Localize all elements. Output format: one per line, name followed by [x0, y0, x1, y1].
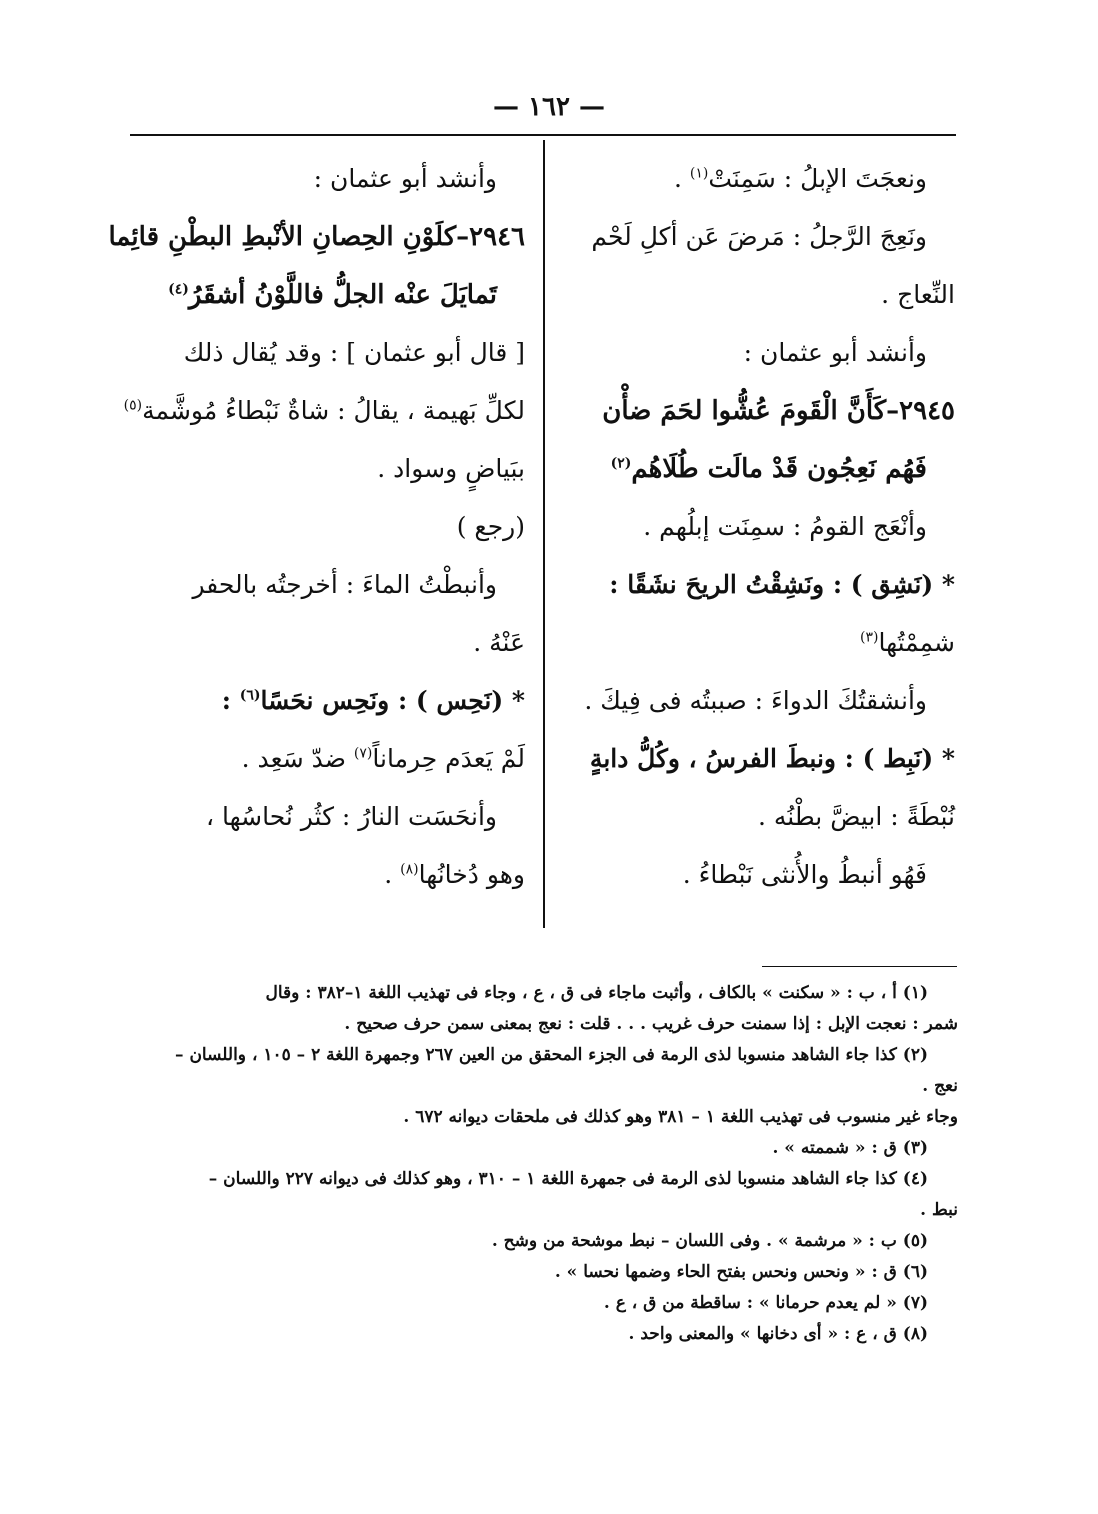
left-column-line	[135, 440, 525, 498]
left-column-line	[135, 150, 525, 208]
left-column-text: وأنشد أبو عثمان :	[313, 164, 497, 193]
left-column-text: لَمْ يَعدَم حِرماناً	[372, 744, 525, 773]
right-column-text: فَهُم نَعِجُون قَدْ مالَت طُلَاهُم	[631, 454, 927, 484]
right-column-line	[565, 730, 955, 788]
footnote: (٦) ق : « ونحس ونحس بفتح الحاء وضمها نحسا » .	[554, 1262, 928, 1282]
footnote: نبط .	[920, 1200, 958, 1220]
right-column-text: * (نَشِق ) : ونَشِقْتُ الريحَ نشَقًا :	[609, 570, 955, 599]
footnotes	[140, 978, 958, 1350]
left-column-line	[135, 788, 525, 846]
left-column-text: (رجع )	[456, 512, 525, 541]
right-column-line	[565, 614, 955, 672]
footnote-marker: (٤)	[168, 281, 189, 298]
footnote-rule	[762, 966, 957, 967]
right-column-line	[565, 498, 955, 556]
left-column-line	[135, 324, 525, 382]
footnote-marker: (١)	[689, 165, 709, 182]
left-column-line	[135, 846, 525, 904]
right-column-line	[565, 556, 955, 614]
footnote: وجاء غير منسوب فى تهذيب اللغة ١ – ٣٨١ وهو كذلك فى ملحقات ديوانه ٦٧٢ .	[403, 1107, 958, 1127]
right-column-text: * (نَبِط ) : ونبطَ الفرسُ ، وكُلُّ دابةٍ	[589, 744, 955, 773]
footnote-marker: (٥)	[123, 397, 143, 414]
left-column-text-tail: ضدّ سَعِد .	[241, 744, 354, 773]
left-column-line	[135, 730, 525, 788]
left-column-line	[135, 498, 525, 556]
right-column-text: فَهُو أنبطُ والأُنثى نَبْطاءُ .	[682, 860, 927, 889]
footnote: (١) أ ، ب : « سكنت » بالكاف ، وأثبت ماجاء فى ق ، ع ، وجاء فى تهذيب اللغة ١–٣٨٢ : وقال	[265, 983, 928, 1003]
left-column-text: عَنْهُ .	[473, 628, 525, 657]
right-column-line	[565, 266, 955, 324]
right-column-text: النِّعاج .	[881, 280, 955, 309]
footnote: (٤) كذا جاء الشاهد منسوبا لذى الرمة فى جمهرة اللغة ١ – ٣١٠ ، وهو كذلك فى ديوانه ٢٢٧ واللسان –	[208, 1169, 928, 1189]
footnote: (٣) ق : « شممته » .	[772, 1138, 928, 1158]
left-column-line	[135, 672, 525, 730]
right-column-text-tail: .	[673, 164, 690, 193]
left-column-text-tail: .	[384, 860, 401, 889]
right-column	[565, 150, 955, 904]
right-column-line	[565, 150, 955, 208]
left-column-text: * (نَحِس ) : ونَحِس نحَسًا	[260, 686, 525, 715]
right-column-line	[565, 440, 955, 498]
left-column-line	[123, 382, 525, 440]
right-column-text: وأنشد أبو عثمان :	[743, 338, 927, 367]
left-column-line	[135, 556, 525, 614]
left-column-text-tail: :	[221, 686, 240, 715]
right-column-line	[565, 788, 955, 846]
right-column-line	[565, 382, 955, 440]
footnote-marker: (٨)	[400, 861, 419, 878]
header-rule	[130, 134, 956, 136]
footnote: نعج .	[922, 1076, 958, 1096]
footnote: (٢) كذا جاء الشاهد منسوبا لذى الرمة فى الجزء المحقق من العين ٢٦٧ وجمهرة اللغة ٢ – ١٠٥ ، واللسان –	[175, 1045, 928, 1065]
right-column-line	[565, 672, 955, 730]
right-column-text: ٢٩٤٥–كَأَنَّ الْقَومَ عُشُّوا لحَمَ ضأْن	[602, 396, 955, 426]
left-column-text: تَمايَلَ عنْه الجلُّ فاللَّوْنُ أشقَرُ	[188, 280, 497, 310]
footnote: (٨) ق ، ع : « أى دخانها » والمعنى واحد .	[628, 1324, 928, 1344]
left-column-text: ببَياضٍ وسواد .	[377, 454, 525, 483]
right-column-text: ونعجَتَ الإبلُ : سَمِنَتْ	[708, 164, 927, 193]
right-column-text: شمِمْتُها	[878, 628, 955, 657]
left-column-line	[135, 266, 525, 324]
footnote: شمر : نعجت الإبل : إذا سمنت حرف غريب . . . قلت : نعج بمعنى سمن حرف صحيح .	[344, 1014, 958, 1034]
left-column-text: وهو دُخانُها	[418, 860, 525, 889]
footnote-marker: (٧)	[353, 745, 373, 762]
footnote-marker: (٦)	[239, 687, 261, 704]
right-column-line	[565, 846, 955, 904]
right-column-text: ونَعِجَ الرَّجلُ : مَرضَ عَن أكلِ لَحْم	[591, 222, 927, 251]
left-column-text: ٢٩٤٦–كلَوْنِ الحِصانِ الأنْبطِ البطْنِ قائِما	[108, 222, 525, 252]
right-column-text: نُبْطَةً : ابيضَّ بطْنُه .	[757, 802, 955, 831]
footnote: (٧) « لم يعدم حرمانا » : ساقطة من ق ، ع .	[603, 1293, 928, 1313]
right-column-line	[565, 208, 955, 266]
left-column-text: وأنحَسَت النارُ : كثُر نُحاسُها ،	[205, 802, 497, 831]
page-number: — ١٦٢ —	[492, 92, 606, 122]
left-column-text: [ قال أبو عثمان ] : وقد يُقال ذلك	[183, 338, 525, 367]
column-divider	[543, 140, 545, 928]
left-column-text: لكلِّ بَهيمة ، يقالُ : شاةٌ نَبْطاءُ مُوشَّمة	[142, 396, 525, 425]
right-column-text: وأنْعَج القومُ : سمِنَت إبلُهم .	[643, 512, 927, 541]
footnote-marker: (٢)	[610, 455, 632, 472]
footnote-marker: (٣)	[859, 629, 879, 646]
left-column-line	[108, 208, 525, 266]
left-column	[108, 150, 525, 904]
right-column-text: وأنشقتُكَ الدواءَ : صببتُه فى فِيكَ .	[584, 686, 927, 715]
left-column-line	[135, 614, 525, 672]
right-column-line	[565, 324, 955, 382]
footnote: (٥) ب : « مرشمة » . وفى اللسان – نبط موشحة من وشح .	[491, 1231, 928, 1251]
left-column-text: وأنبطْتُ الماءَ : أخرجتُه بالحفر	[192, 570, 497, 599]
